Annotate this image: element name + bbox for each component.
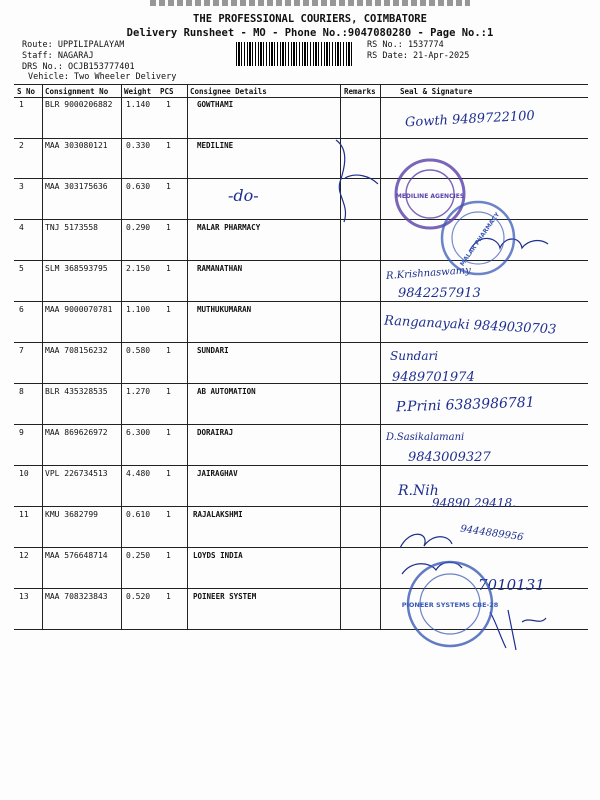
handwritten-signature: R.Krishnaswamy [385, 265, 472, 282]
row-consignee: DORAIRAJ [197, 428, 234, 437]
row-weight: 0.290 [126, 223, 151, 232]
row-consignment-no: TNJ 5173558 [45, 223, 98, 232]
row-consignment-no: MAA 708323843 [45, 592, 108, 601]
vehicle-field: Vehicle: Two Wheeler Delivery [28, 72, 177, 82]
staff-field: Staff: NAGARAJ [22, 51, 94, 61]
row-pcs: 1 [166, 592, 171, 601]
row-weight: 1.100 [126, 305, 151, 314]
row-weight: 4.480 [126, 469, 151, 478]
handwritten-ditto: -do- [228, 186, 259, 205]
handwritten-phone: 9842257913 [398, 286, 481, 301]
column-header-weight: Weight [124, 87, 152, 96]
rs-number-field: RS No.: 1537774 [367, 40, 444, 50]
row-pcs: 1 [166, 223, 171, 232]
handwritten-signature: Ranganayaki 9849030703 [383, 313, 557, 338]
row-sno: 6 [19, 305, 24, 314]
row-sno: 7 [19, 346, 24, 355]
signature-scribble [490, 610, 546, 650]
malar-pharmacy-stamp [442, 202, 514, 274]
row-pcs: 1 [166, 428, 171, 437]
row-sno: 11 [19, 510, 29, 519]
row-consignment-no: KMU 3682799 [45, 510, 98, 519]
handwritten-phone: 7010131 [478, 576, 545, 594]
mediline-stamp [396, 160, 464, 228]
handwritten-signature: Sundari [390, 349, 439, 363]
row-consignment-no: MAA 708156232 [45, 346, 108, 355]
signature-scribble [400, 534, 452, 548]
row-sno: 3 [19, 182, 24, 191]
row-consignee: GOWTHAMI [197, 100, 234, 109]
row-weight: 1.270 [126, 387, 151, 396]
row-pcs: 1 [166, 346, 171, 355]
row-consignee: MEDILINE [197, 141, 234, 150]
row-weight: 2.150 [126, 264, 151, 273]
column-header-seal-signature: Seal & Signature [400, 87, 473, 96]
row-sno: 12 [19, 551, 29, 560]
row-weight: 0.250 [126, 551, 151, 560]
row-consignee: RAMANATHAN [197, 264, 243, 273]
handwritten-signature: D.Sasikalamani [386, 432, 465, 443]
row-weight: 0.580 [126, 346, 151, 355]
row-pcs: 1 [166, 182, 171, 191]
row-consignee: AB AUTOMATION [197, 387, 256, 396]
row-pcs: 1 [166, 551, 171, 560]
row-sno: 8 [19, 387, 24, 396]
row-consignee: MUTHUKUMARAN [197, 305, 252, 314]
pioneer-stamp-text: PIONEER SYSTEMS CBE-28 [401, 601, 499, 609]
column-header-remarks: Remarks [344, 87, 376, 96]
row-pcs: 1 [166, 100, 171, 109]
row-consignee: LOYDS INDIA [193, 551, 243, 560]
row-consignee: JAIRAGHAV [197, 469, 238, 478]
row-consignee: RAJALAKSHMI [193, 510, 243, 519]
brace-tail-stroke [345, 175, 378, 184]
row-sno: 9 [19, 428, 24, 437]
row-consignee: POINEER SYSTEM [193, 592, 257, 601]
row-consignment-no: BLR 9000206882 [45, 100, 113, 109]
malar-stamp-text: MALAR PHARMACY [458, 211, 502, 268]
handwritten-phone: 9444889956 [459, 523, 525, 544]
row-pcs: 1 [166, 305, 171, 314]
mediline-stamp-text: MEDILINE AGENCIES [395, 193, 465, 200]
handwritten-signature: Gowth 9489722100 [404, 108, 536, 131]
route-field: Route: UPPILIPALAYAM [22, 40, 125, 50]
signature-scribble [402, 562, 462, 574]
row-pcs: 1 [166, 141, 171, 150]
rs-date-field: RS Date: 21-Apr-2025 [367, 51, 470, 61]
row-pcs: 1 [166, 387, 171, 396]
handwritten-phone: 94890 29418. [432, 496, 516, 510]
row-consignment-no: SLM 368593795 [45, 264, 108, 273]
row-sno: 10 [19, 469, 29, 478]
row-pcs: 1 [166, 264, 171, 273]
column-header-consignee: Consignee Details [190, 87, 267, 96]
drs-field: DRS No.: OCJB153777401 [22, 62, 135, 72]
column-header-consignment: Consignment No [45, 87, 109, 96]
row-sno: 5 [19, 264, 24, 273]
row-consignment-no: MAA 576648714 [45, 551, 108, 560]
row-weight: 0.610 [126, 510, 151, 519]
row-weight: 6.300 [126, 428, 151, 437]
handwritten-signature: R.Nih [398, 483, 439, 499]
row-pcs: 1 [166, 510, 171, 519]
row-consignment-no: MAA 869626972 [45, 428, 108, 437]
handwritten-signature: P.Prini 6383986781 [395, 394, 535, 416]
row-pcs: 1 [166, 469, 171, 478]
handwritten-phone: 9489701974 [392, 370, 475, 385]
document-title: THE PROFESSIONAL COURIERS, COIMBATORE [193, 13, 427, 25]
row-consignment-no: MAA 303080121 [45, 141, 108, 150]
handwritten-phone: 9843009327 [408, 450, 491, 465]
row-consignee: MALAR PHARMACY [197, 223, 261, 232]
column-header-pcs: PCS [160, 87, 174, 96]
row-sno: 2 [19, 141, 24, 150]
pioneer-systems-stamp [402, 562, 499, 646]
row-consignment-no: BLR 435328535 [45, 387, 108, 396]
row-weight: 0.630 [126, 182, 151, 191]
row-consignment-no: VPL 226734513 [45, 469, 108, 478]
row-consignment-no: MAA 303175636 [45, 182, 108, 191]
row-consignment-no: MAA 9000070781 [45, 305, 113, 314]
row-sno: 4 [19, 223, 24, 232]
row-weight: 0.330 [126, 141, 151, 150]
brace-stroke [336, 140, 346, 222]
row-consignee: SUNDARI [197, 346, 229, 355]
row-sno: 13 [19, 592, 29, 601]
document-subtitle: Delivery Runsheet - MO - Phone No.:9047080280 - Page No.:1 [126, 27, 494, 39]
row-weight: 0.520 [126, 592, 151, 601]
column-header-sno: S No [17, 87, 36, 96]
row-weight: 1.140 [126, 100, 151, 109]
row-sno: 1 [19, 100, 24, 109]
